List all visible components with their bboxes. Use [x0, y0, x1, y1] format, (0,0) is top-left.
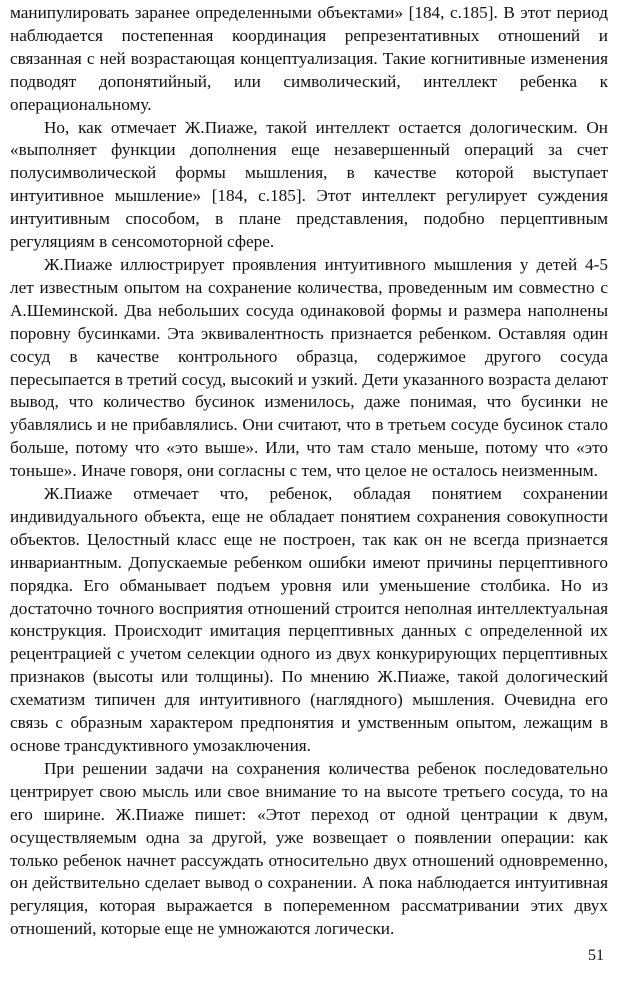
- paragraph-5: При решении задачи на сохранения количества ребенок последовательно центрирует свою мысль или свое внимание то на высоте третьего сосуда, то на его ширине. Ж.Пиаже пишет: «Этот переход от одной центрации к двум, осуществляемым одна за другой, уже возвещает о появлении операции: как только ребенок начнет рассуждать относительно двух отношений одновременно, он действительно сделает вывод о сохранении. А пока наблюдается интуитивная регуляция, которая выражается в попеременном рассматривании этих двух отношений, которые еще не умножаются логически.: [10, 758, 608, 939]
- paragraph-2: Но, как отмечает Ж.Пиаже, такой интеллект остается дологическим. Он «выполняет функции дополнения еще незавершенный операций за счет полусимволической формы мышления, в качестве которой выступает интуитивное мышление» [184, с.185]. Этот интеллект регулирует суждения интуитивным способом, в плане представления, подобно перцептивным регуляциям в сенсомоторной сфере.: [10, 117, 608, 252]
- body-text: [10, 2, 608, 941]
- paragraph-4: Ж.Пиаже отмечает что, ребенок, обладая понятием сохранении индивидуального объекта, еще не обладает понятием сохранения совокупности объектов. Целостный класс еще не построен, так как он не всегда признается инвариантным. Допускаемые ребенком ошибки имеют причины перцептивного порядка. Его обманывает подъем уровня или уменьшение столбика. Но из достаточно точного восприятия отношений строится неполная интеллектуальная конструкция. Происходит имитация перцептивных данных с определенной их рецентрацией с учетом селекции одного из двух конкурирующих перцептивных признаков (высоты или толщины). По мнению Ж.Пиаже, такой дологический схематизм типичен для интуитивного (наглядного) мышления. Очевидна его связь с образным характером предпонятия и умственным опытом, лежащим в основе трансдуктивного умозаключения.: [10, 484, 608, 755]
- page-number: 51: [588, 947, 604, 964]
- paragraph-3: Ж.Пиаже иллюстрирует проявления интуитивного мышления у детей 4-5 лет известным опытом на сохранение количества, проведенным им совместно с А.Шеминской. Два небольших сосуда одинаковой формы и размера наполнены поровну бусинками. Эта эквивалентность признается ребенком. Оставляя один сосуд в качестве контрольного образца, содержимое другого сосуда пересыпается в третий сосуд, высокий и узкий. Дети указанного возраста делают вывод, что количество бусинок изменилось, даже понимая, что бусинки не убавлялись и не прибавлялись. Они считают, что в третьем сосуде бусинок стало больше, потому что «это выше». Или, что там стало меньше, потому что «это тоньше». Иначе говоря, они согласны с тем, что целое не осталось неизменным.: [10, 254, 608, 481]
- paragraph-1: манипулировать заранее определенными объектами» [184, с.185]. В этот период наблюдается постепенная координация репрезентативных отношений и связанная с ней возрастающая концептуализация. Такие когнитивные изменения подводят допонятийный, или символический, интеллект ребенка к операциональному.: [10, 3, 608, 114]
